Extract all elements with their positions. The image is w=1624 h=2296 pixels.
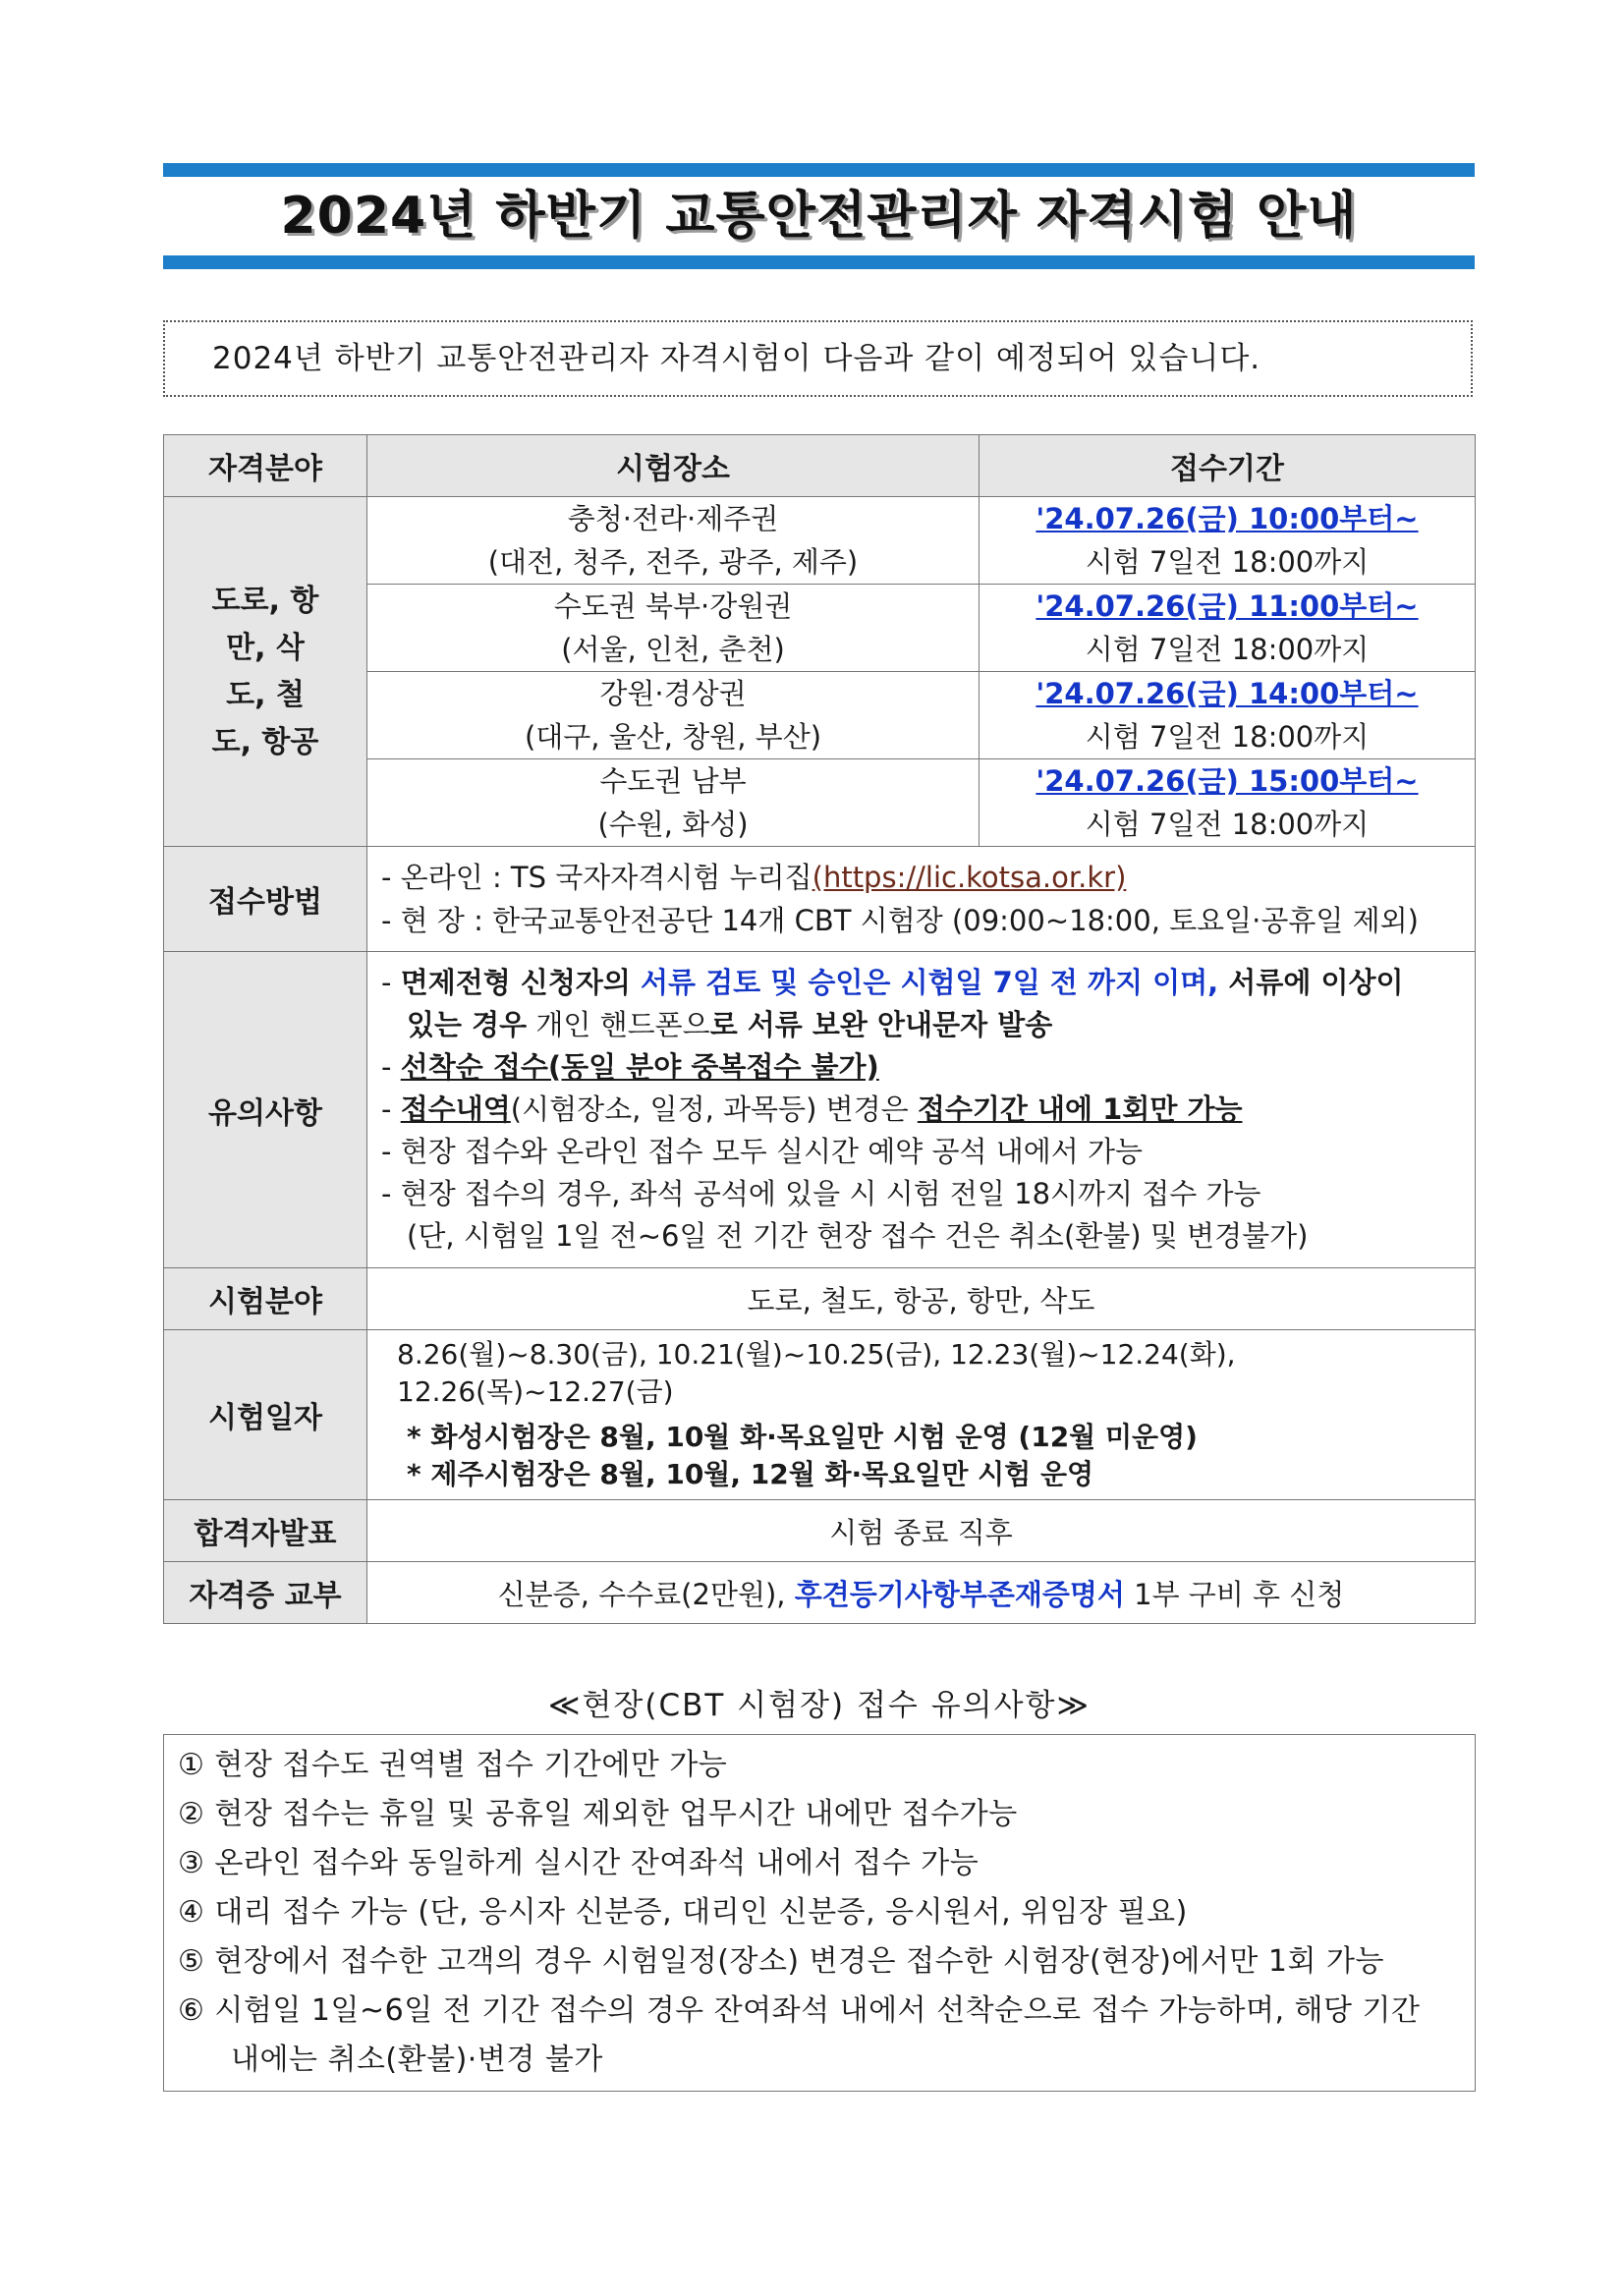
region-cities: (수원, 화성) [597,808,749,841]
license-value [367,1562,1476,1624]
table-header-row [164,435,1476,497]
method-online [381,856,1475,899]
period-end: 시험 7일전 18:00까지 [1085,633,1370,666]
note-line: (단, 시험일 1일 전~6일 전 기간 현장 접수 건은 취소(환불) 및 변경불가) [407,1219,1309,1253]
table-row [164,952,1476,1268]
region-cell [367,585,980,672]
note-line [381,962,1475,1004]
dates-note: * 화성시험장은 8월, 10월 화·목요일만 시험 운영 (12월 미운영) [407,1421,1198,1453]
note-text: 개인 핸드폰으 [527,1008,710,1041]
period-start: '24.07.26(금) 11:00부터~ [1036,589,1419,623]
dates-label: 시험일자 [164,1330,367,1500]
period-start: '24.07.26(금) 14:00부터~ [1036,677,1419,710]
field-label-text: 도로, 항만, 삭도, 철도, 항공 [211,583,319,759]
list-item: ② 현장 접수는 휴일 및 공휴일 제외한 업무시간 내에만 접수가능 [178,1797,1018,1831]
region-name: 충청·전라·제주권 [567,502,779,535]
note-text: 접수내역 [400,1092,511,1126]
onsite-notes-title: ≪현장(CBT 시험장) 접수 유의사항≫ [548,1688,1091,1723]
table-row [164,1268,1476,1330]
exam-info-table [163,434,1476,1624]
region-cell [367,759,980,847]
result-value: 시험 종료 직후 [367,1500,1476,1562]
note-text: 있는 경우 [407,1008,528,1041]
result-label: 합격자발표 [164,1500,367,1562]
title-banner [163,163,1475,269]
region-name: 수도권 남부 [599,764,747,798]
license-doc: 후견등기사항부존재증명서 [794,1577,1125,1611]
note-line [381,1046,1475,1089]
period-cell [980,759,1476,847]
header-period: 접수기간 [980,435,1476,497]
fields-label: 시험분야 [164,1268,367,1330]
dates-note: * 제주시험장은 8월, 10월, 12월 화·목요일만 시험 운영 [407,1458,1094,1490]
period-start: '24.07.26(금) 15:00부터~ [1036,764,1419,798]
period-cell [980,672,1476,759]
page-title: 2024년 하반기 교통안전관리자 자격시험 안내 [280,187,1358,246]
note-line: - 현장 접수와 온라인 접수 모두 실시간 예약 공석 내에서 가능 [381,1135,1143,1168]
license-label: 자격증 교부 [164,1562,367,1624]
period-end: 시험 7일전 18:00까지 [1085,808,1370,841]
note-dash: - [381,966,401,999]
note-text: 접수기간 내에 1회만 가능 [917,1092,1243,1126]
note-highlight: 서류 검토 및 승인은 시험일 7일 전 까지 이며, [641,966,1219,999]
list-item: 내에는 취소(환불)·변경 불가 [231,2043,603,2077]
note-line [381,1089,1475,1131]
note-line [381,1004,1475,1046]
table-row [164,1330,1476,1500]
list-item: ① 현장 접수도 권역별 접수 기간에만 가능 [178,1748,728,1782]
list-item: ⑤ 현장에서 접수한 고객의 경우 시험일정(장소) 변경은 접수한 시험장(현장)에서만 1회 가능 [178,1944,1384,1979]
note-text: 면제전형 신청자의 [400,966,641,999]
notes-cell [367,952,1476,1268]
table-row [164,1562,1476,1624]
note-dash: - [381,1092,401,1126]
note-text: 선착순 접수(동일 분야 중복접수 불가) [400,1050,879,1084]
method-label: 접수방법 [164,847,367,952]
list-item: ④ 대리 접수 가능 (단, 응시자 신분증, 대리인 신분증, 응시원서, 위임장 필요) [178,1895,1188,1930]
title-top-bar [163,163,1475,177]
period-start: '24.07.26(금) 10:00부터~ [1036,502,1419,535]
header-location: 시험장소 [367,435,980,497]
region-name: 수도권 북부·강원권 [553,589,793,623]
field-label [164,497,367,847]
onsite-notes-box [163,1734,1476,2092]
period-cell [980,497,1476,585]
note-line: - 현장 접수의 경우, 좌석 공석에 있을 시 시험 전일 18시까지 접수 가능 [381,1177,1261,1210]
note-dash: - [381,1050,401,1084]
intro-box: 2024년 하반기 교통안전관리자 자격시험이 다음과 같이 예정되어 있습니다. [163,320,1473,397]
table-row [164,847,1476,952]
table-row [164,497,1476,585]
online-url-link[interactable]: (https://lic.kotsa.or.kr) [812,861,1127,894]
region-cell [367,672,980,759]
note-text: (시험장소, 일정, 과목등) 변경은 [510,1092,918,1126]
method-cell [367,847,1476,952]
note-text: 로 서류 보완 안내문자 발송 [709,1008,1053,1041]
list-item: ⑥ 시험일 1일~6일 전 기간 접수의 경우 잔여좌석 내에서 선착순으로 접수 가능하며, 해당 기간 [178,1993,1421,2028]
table-row [164,1500,1476,1562]
list-item: ③ 온라인 접수와 동일하게 실시간 잔여좌석 내에서 접수 가능 [178,1846,980,1880]
license-text: 신분증, 수수료(2만원), [497,1577,795,1611]
fields-value: 도로, 철도, 항공, 항만, 삭도 [367,1268,1476,1330]
notes-label: 유의사항 [164,952,367,1268]
method-onsite: - 현 장 : 한국교통안전공단 14개 CBT 시험장 (09:00~18:00, 토요일·공휴일 제외) [381,904,1419,937]
header-field: 자격분야 [164,435,367,497]
region-cell [367,497,980,585]
title-bottom-bar [163,255,1475,269]
dates-cell [367,1330,1476,1500]
dates-value: 8.26(월)~8.30(금), 10.21(월)~10.25(금), 12.23(월)~12.24(화), 12.26(목)~12.27(금) [397,1338,1236,1408]
region-name: 강원·경상권 [599,677,747,710]
region-cities: (서울, 인천, 춘천) [561,633,785,666]
region-cities: (대전, 청주, 전주, 광주, 제주) [487,545,859,579]
license-text: 1부 구비 후 신청 [1124,1577,1345,1611]
period-end: 시험 7일전 18:00까지 [1085,720,1370,754]
period-end: 시험 7일전 18:00까지 [1085,545,1370,579]
note-text: 서류에 이상이 [1218,966,1404,999]
region-cities: (대구, 울산, 창원, 부산) [524,720,822,754]
period-cell [980,585,1476,672]
method-online-text: - 온라인 : TS 국자자격시험 누리집 [381,861,812,894]
